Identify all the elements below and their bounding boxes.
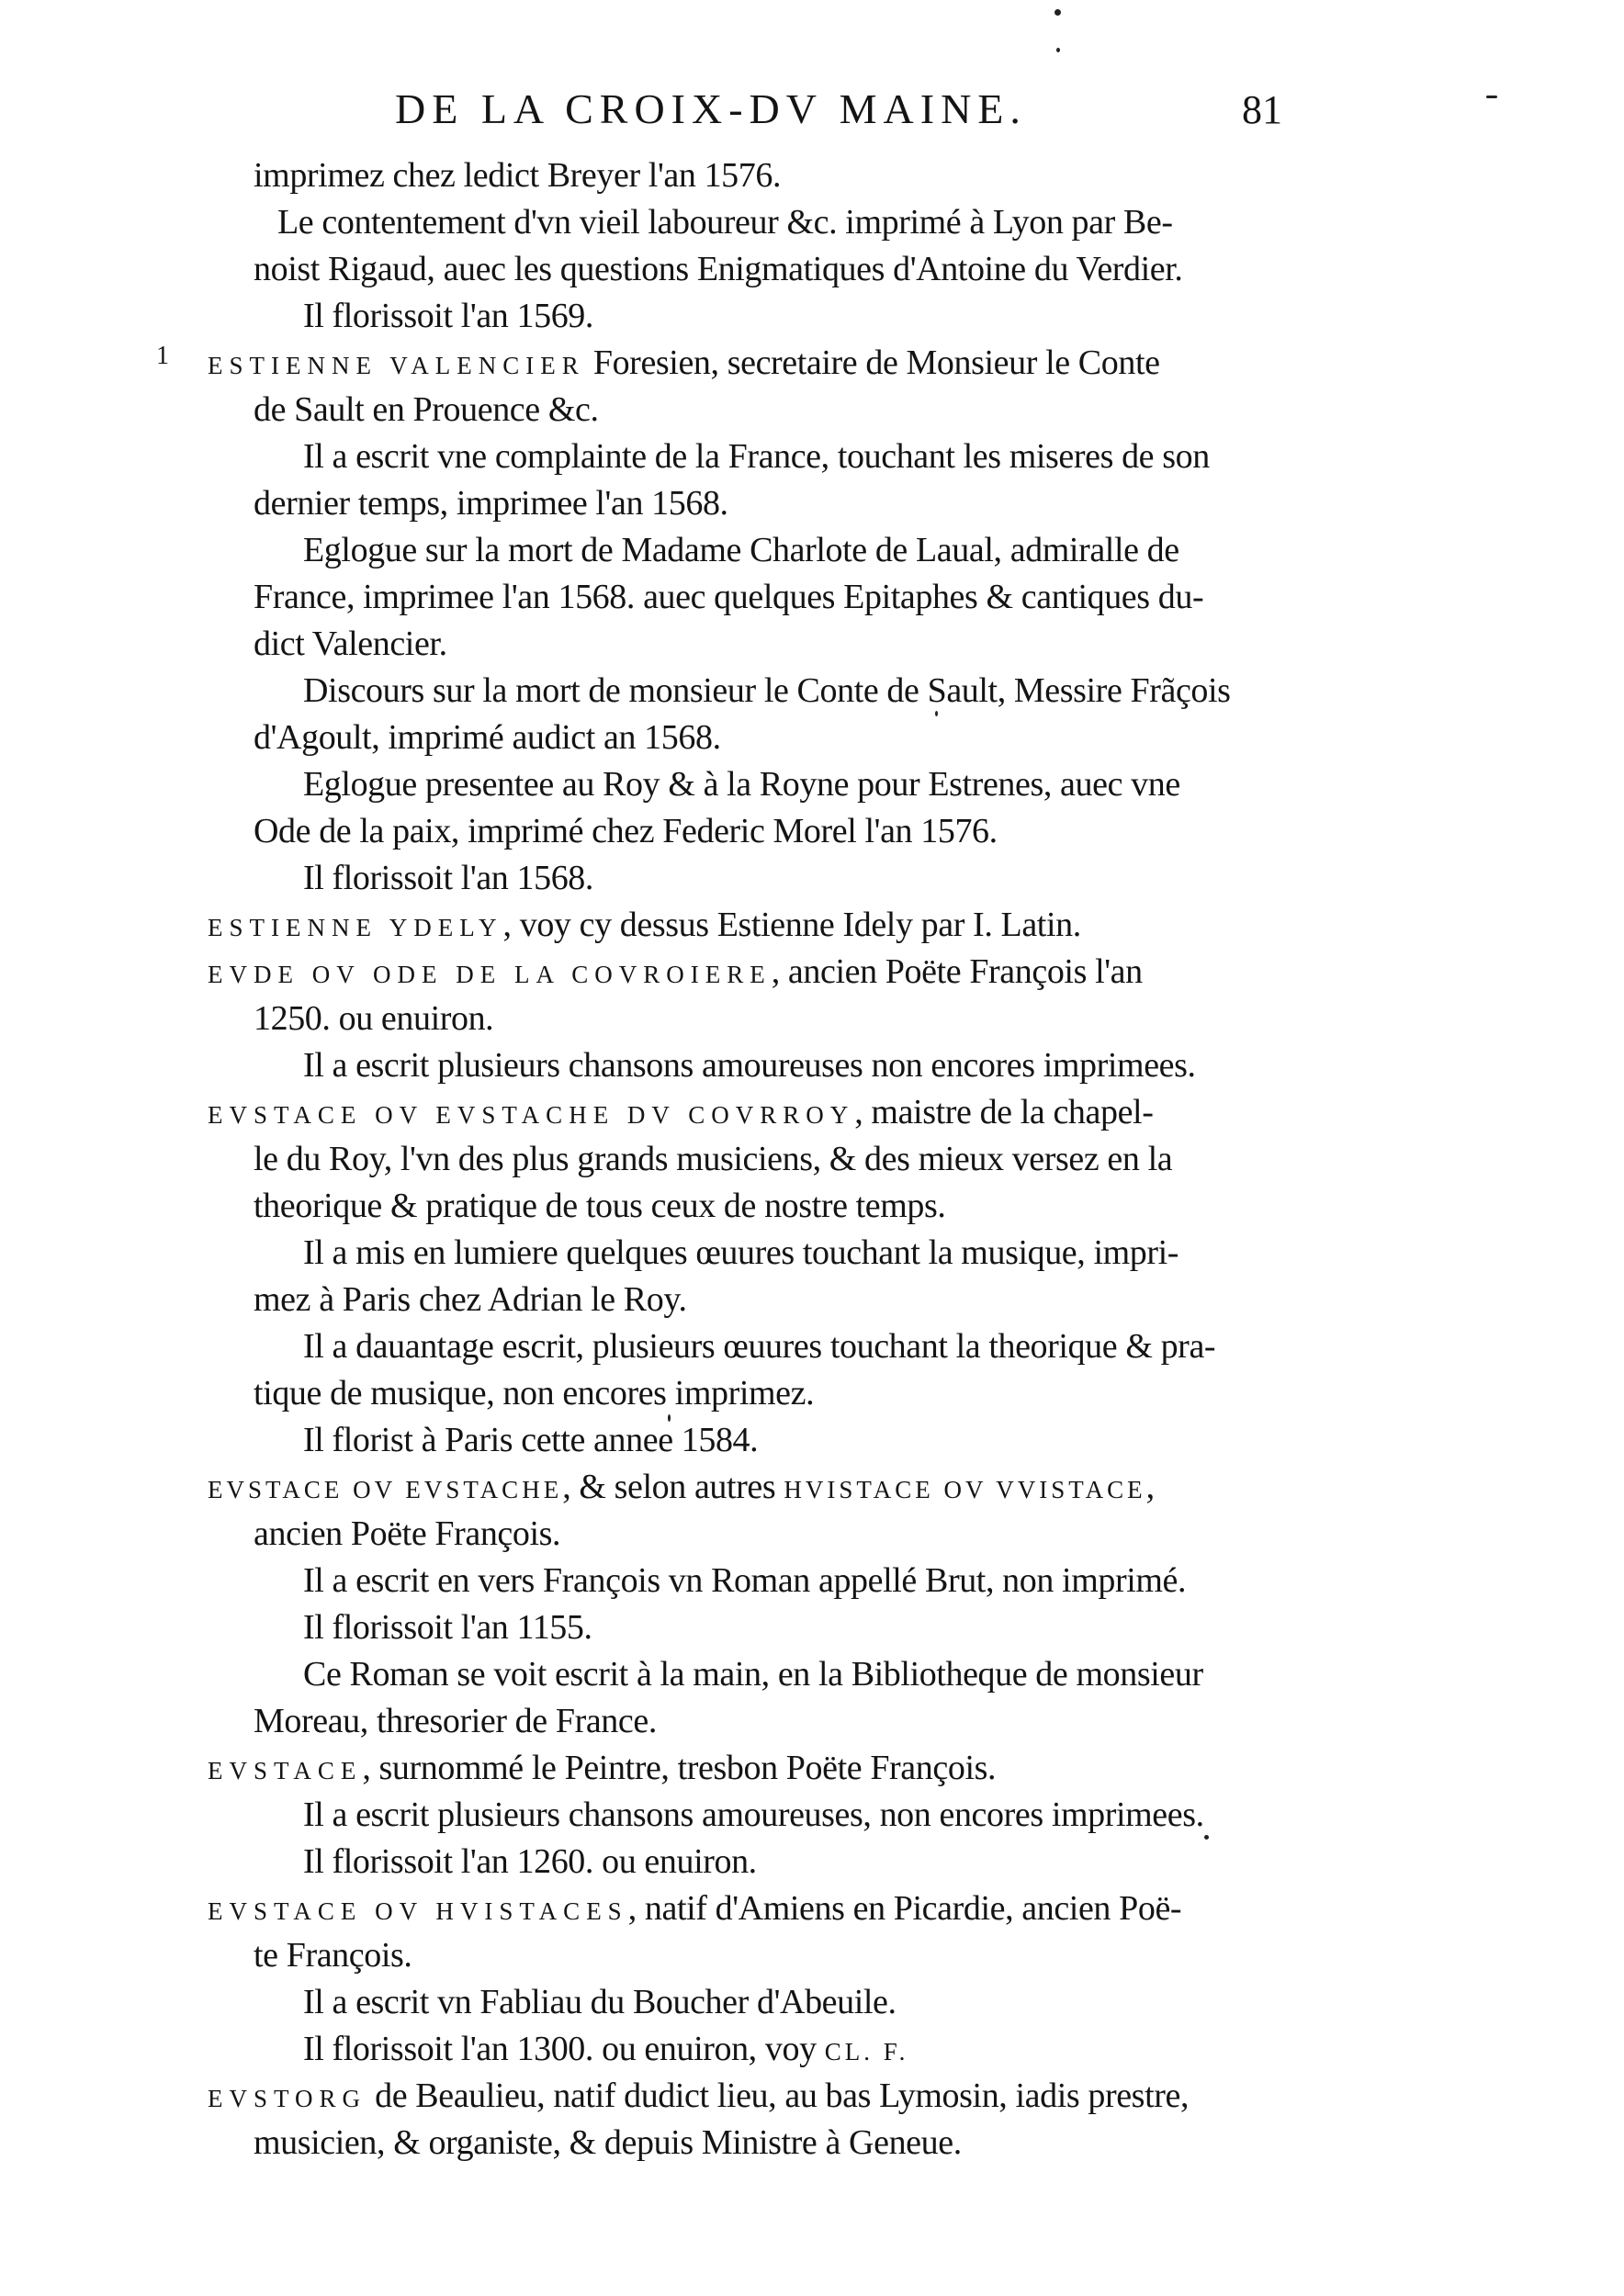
line-text: imprimez chez ledict Breyer l'an 1576. (254, 156, 782, 195)
line-text: , natif d'Amiens en Picardie, ancien Poë- (627, 1889, 1182, 1928)
entry-name: EVSTACE OV EVSTACHE DV COVRROY (208, 1101, 855, 1129)
text-line (208, 1370, 1301, 1417)
text-line (208, 761, 1301, 808)
text-line (208, 668, 1301, 715)
text-line (208, 1839, 1301, 1885)
page-number: 81 (1242, 87, 1282, 132)
entry-heading-line (208, 902, 1301, 949)
text-line (208, 996, 1301, 1042)
line-text: Il a escrit vn Fabliau du Boucher d'Abeuile. (303, 1983, 897, 2021)
entry-name: EVSTACE OV EVSTACHE (208, 1476, 563, 1503)
entry-name: EVSTACE (208, 1757, 363, 1784)
entry-name: EVDE OV ODE DE LA COVROIERE (208, 961, 772, 988)
line-text: Il florissoit l'an 1260. ou enuiron. (303, 1842, 757, 1881)
line-text: , voy cy dessus Estienne Idely par I. Latin. (502, 906, 1081, 944)
text-line (208, 621, 1301, 668)
line-text: mez à Paris chez Adrian le Roy. (254, 1280, 687, 1319)
entry-heading-line (208, 340, 1301, 387)
text-line (208, 1277, 1301, 1323)
line-text: musicien, & organiste, & depuis Ministre à Geneue. (254, 2123, 962, 2162)
line-text: ancien Poëte François. (254, 1514, 561, 1553)
line-text: te François. (254, 1936, 412, 1975)
text-line (208, 246, 1301, 293)
line-text: Il a escrit plusieurs chansons amoureuses, non encores imprimees. (303, 1795, 1204, 1834)
text-line (208, 527, 1301, 574)
line-text: Il a escrit plusieurs chansons amoureuses non encores imprimees. (303, 1046, 1196, 1085)
text-line (208, 808, 1301, 855)
ink-speck (1056, 48, 1060, 52)
text-line (208, 1417, 1301, 1464)
entry-name-variant: HVISTACE OV VVISTACE (784, 1476, 1146, 1503)
text-line (208, 1979, 1301, 2026)
running-head: DE LA CROIX-DV MAINE. (395, 85, 1027, 132)
text-line (208, 855, 1301, 902)
main-text (208, 152, 1301, 2167)
text-line (208, 2120, 1301, 2167)
line-text: Il a escrit en vers François vn Roman appellé Brut, non imprimé. (303, 1561, 1187, 1600)
line-text: de Beaulieu, natif dudict lieu, au bas Lymosin, iadis prestre, (367, 2077, 1190, 2115)
text-line (208, 2026, 1301, 2073)
text-line (208, 1651, 1301, 1698)
text-line (208, 1183, 1301, 1230)
entry-heading-line (208, 1089, 1301, 1136)
text-line (208, 1932, 1301, 1979)
entry-heading-line (208, 1745, 1301, 1792)
text-line (208, 715, 1301, 761)
text-line (208, 152, 1301, 199)
line-text: Il florissoit l'an 1300. ou enuiron, voy (303, 2030, 825, 2068)
line-text: dict Valencier. (254, 625, 447, 663)
entry-heading-line (208, 2073, 1301, 2120)
line-text: , maistre de la chapel- (854, 1093, 1154, 1131)
line-text: Il florissoit l'an 1568. (303, 859, 593, 897)
line-text: , & selon autres (562, 1468, 784, 1506)
entry-name: EVSTORG (208, 2085, 367, 2112)
line-text: Eglogue presentee au Roy & à la Royne pour Estrenes, auec vne (303, 765, 1180, 804)
line-text: Ce Roman se voit escrit à la main, en la Bibliotheque de monsieur (303, 1655, 1203, 1694)
margin-mark: 1 (156, 342, 169, 370)
text-line (208, 1323, 1301, 1370)
ink-speck (1054, 9, 1061, 16)
line-text: noist Rigaud, auec les questions Enigmatiques d'Antoine du Verdier. (254, 250, 1183, 288)
line-text: , ancien Poëte François l'an (771, 952, 1143, 991)
line-text: France, imprimee l'an 1568. auec quelques Epitaphes & cantiques du- (254, 578, 1204, 616)
ink-speck (1486, 96, 1497, 98)
line-text: 1250. ou enuiron. (254, 999, 494, 1038)
entry-name: ESTIENNE YDELY (208, 914, 503, 941)
line-text: Eglogue sur la mort de Madame Charlote de Laual, admiralle de (303, 531, 1179, 569)
line-text: dernier temps, imprimee l'an 1568. (254, 484, 728, 523)
line-text: theorique & pratique de tous ceux de nostre temps. (254, 1187, 946, 1225)
text-line (208, 1698, 1301, 1745)
text-line (208, 293, 1301, 340)
text-line (208, 574, 1301, 621)
text-line (208, 1230, 1301, 1277)
line-text: , surnommé le Peintre, tresbon Poëte François. (362, 1749, 997, 1787)
entry-heading-line (208, 1464, 1301, 1511)
line-text: Il florist à Paris cette annee 1584. (303, 1421, 759, 1459)
line-text: Ode de la paix, imprimé chez Federic Morel l'an 1576. (254, 812, 998, 850)
text-line (208, 1136, 1301, 1183)
line-text: d'Agoult, imprimé audict an 1568. (254, 718, 721, 757)
text-line (208, 433, 1301, 480)
entry-name: EVSTACE OV HVISTACES (208, 1897, 628, 1925)
cross-reference: CL. F. (824, 2038, 909, 2065)
entry-heading-line (208, 949, 1301, 996)
line-text: le du Roy, l'vn des plus grands musiciens, & des mieux versez en la (254, 1140, 1173, 1178)
text-line (208, 199, 1301, 246)
line-text: Le contentement d'vn vieil laboureur &c. imprimé à Lyon par Be- (277, 203, 1173, 242)
text-line (208, 387, 1301, 433)
line-text: Il florissoit l'an 1155. (303, 1608, 592, 1647)
entry-heading-line (208, 1885, 1301, 1932)
line-text: Moreau, thresorier de France. (254, 1702, 657, 1740)
line-text: Il florissoit l'an 1569. (303, 297, 593, 335)
text-line (208, 1558, 1301, 1604)
text-line (208, 1511, 1301, 1558)
line-text: tique de musique, non encores imprimez. (254, 1374, 815, 1412)
text-line (208, 480, 1301, 527)
line-text: Il a dauantage escrit, plusieurs œuures touchant la theorique & pra- (303, 1327, 1216, 1366)
text-line (208, 1042, 1301, 1089)
line-text: Il a mis en lumiere quelques œuures touchant la musique, impri- (303, 1233, 1179, 1272)
line-text: Foresien, secretaire de Monsieur le Conte (584, 343, 1160, 382)
line-text: , (1145, 1468, 1155, 1506)
text-line (208, 1792, 1301, 1839)
line-text: Discours sur la mort de monsieur le Conte de Sault, Messire Frãçois (303, 671, 1231, 710)
entry-name: ESTIENNE VALENCIER (208, 352, 585, 379)
line-text: Il a escrit vne complainte de la France, touchant les miseres de son (303, 437, 1210, 476)
text-line (208, 1604, 1301, 1651)
line-text: de Sault en Prouence &c. (254, 390, 599, 429)
